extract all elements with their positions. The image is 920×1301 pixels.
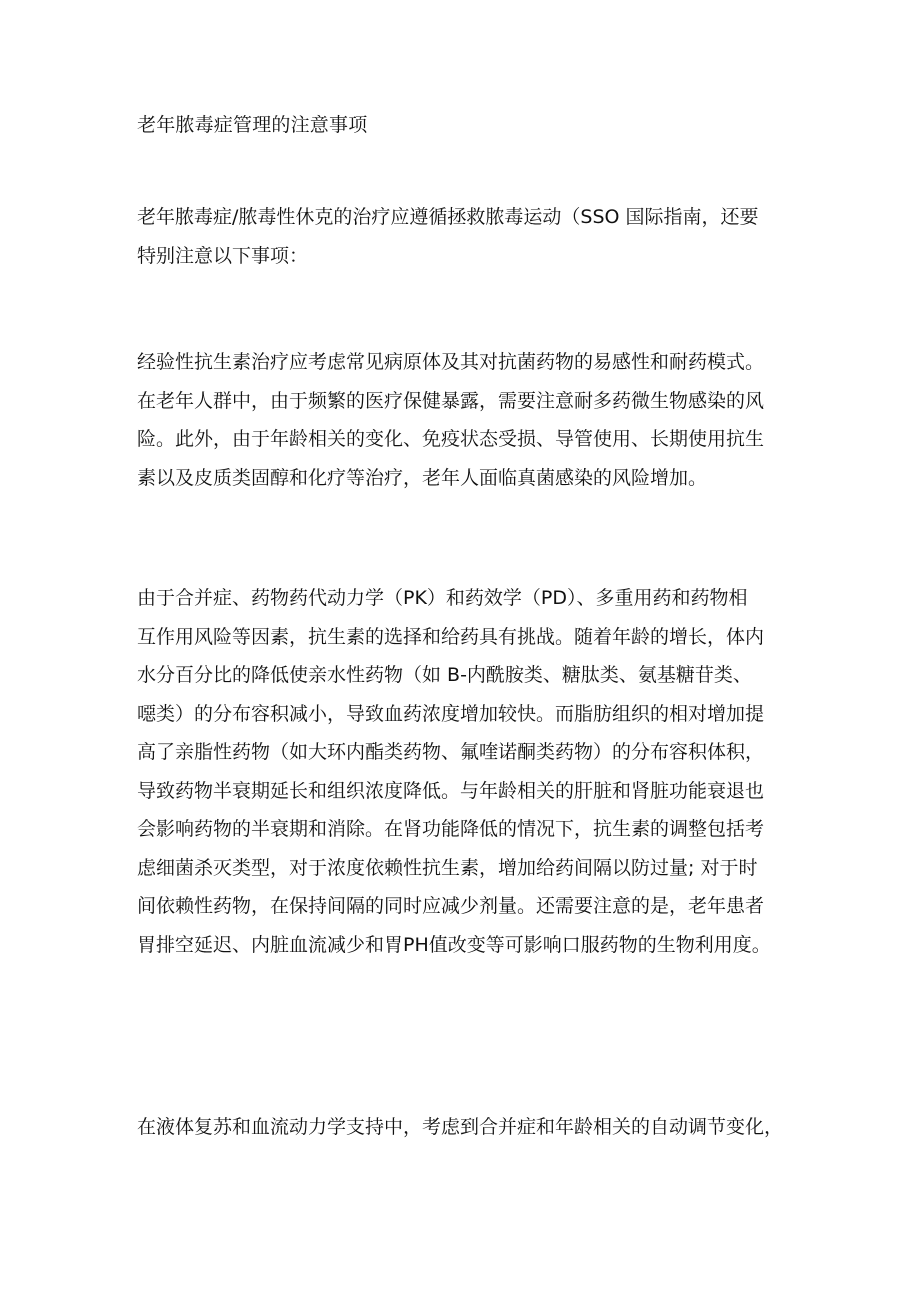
paragraph-line: 高了亲脂性药物（如大环内酯类药物、氟喹诺酮类药物）的分布容积体积， [137, 741, 765, 763]
paragraph-line: 经验性抗生素治疗应考虑常见病原体及其对抗菌药物的易感性和耐药模式。 [137, 351, 765, 373]
paragraph-line: 导致药物半衰期延长和组织浓度降低。与年龄相关的肝脏和肾脏功能衰退也 [137, 779, 765, 802]
document-title: 老年脓毒症管理的注意事项 [137, 114, 368, 136]
paragraph-line: 胃排空延迟、内脏血流减少和胃PH值改变等可影响口服药物的生物利用度。 [137, 933, 771, 956]
paragraph-line: 险。此外，由于年龄相关的变化、免疫状态受损、导管使用、长期使用抗生 [137, 428, 765, 450]
paragraph-line: 水分百分比的降低使亲水性药物（如 B-内酰胺类、糖肽类、氨基糖苷类、 [137, 664, 752, 686]
paragraph-line: 在老年人群中，由于频繁的医疗保健暴露，需要注意耐多药微生物感染的风 [137, 389, 765, 412]
paragraph-line: 互作用风险等因素，抗生素的选择和给药具有挑战。随着年龄的增长，体内 [137, 625, 765, 648]
paragraph-pharmacokinetics [137, 579, 793, 964]
paragraph-sepsis-guideline [137, 198, 793, 275]
paragraph-line: 虑细菌杀灭类型，对于浓度依赖性抗生素，增加给药间隔以防过量; 对于时 [137, 856, 758, 879]
paragraph-line: 素以及皮质类固醇和化疗等治疗，老年人面临真菌感染的风险增加。 [137, 466, 708, 489]
paragraph-line: 间依赖性药物，在保持间隔的同时应减少剂量。还需要注意的是，老年患者 [137, 895, 765, 917]
paragraph-line: 在液体复苏和血流动力学支持中，考虑到合并症和年龄相关的自动调节变化， [137, 1116, 784, 1138]
paragraph-line: 会影响药物的半衰期和消除。在肾功能降低的情况下，抗生素的调整包括考 [137, 818, 765, 840]
paragraph-line: 老年脓毒症/脓毒性休克的治疗应遵循拯救脓毒运动（SSO 国际指南，还要 [137, 206, 759, 228]
paragraph-empiric-antibiotics [137, 343, 793, 497]
paragraph-line: 特别注意以下事项： [137, 244, 309, 267]
paragraph-line: 由于合并症、药物药代动力学（PK）和药效学（PD）、多重用药和药物相 [137, 587, 748, 609]
paragraph-fluid-resuscitation [137, 1108, 793, 1147]
paragraph-line: 噁类）的分布容积减小，导致血药浓度增加较快。而脂肪组织的相对增加提 [137, 702, 765, 725]
